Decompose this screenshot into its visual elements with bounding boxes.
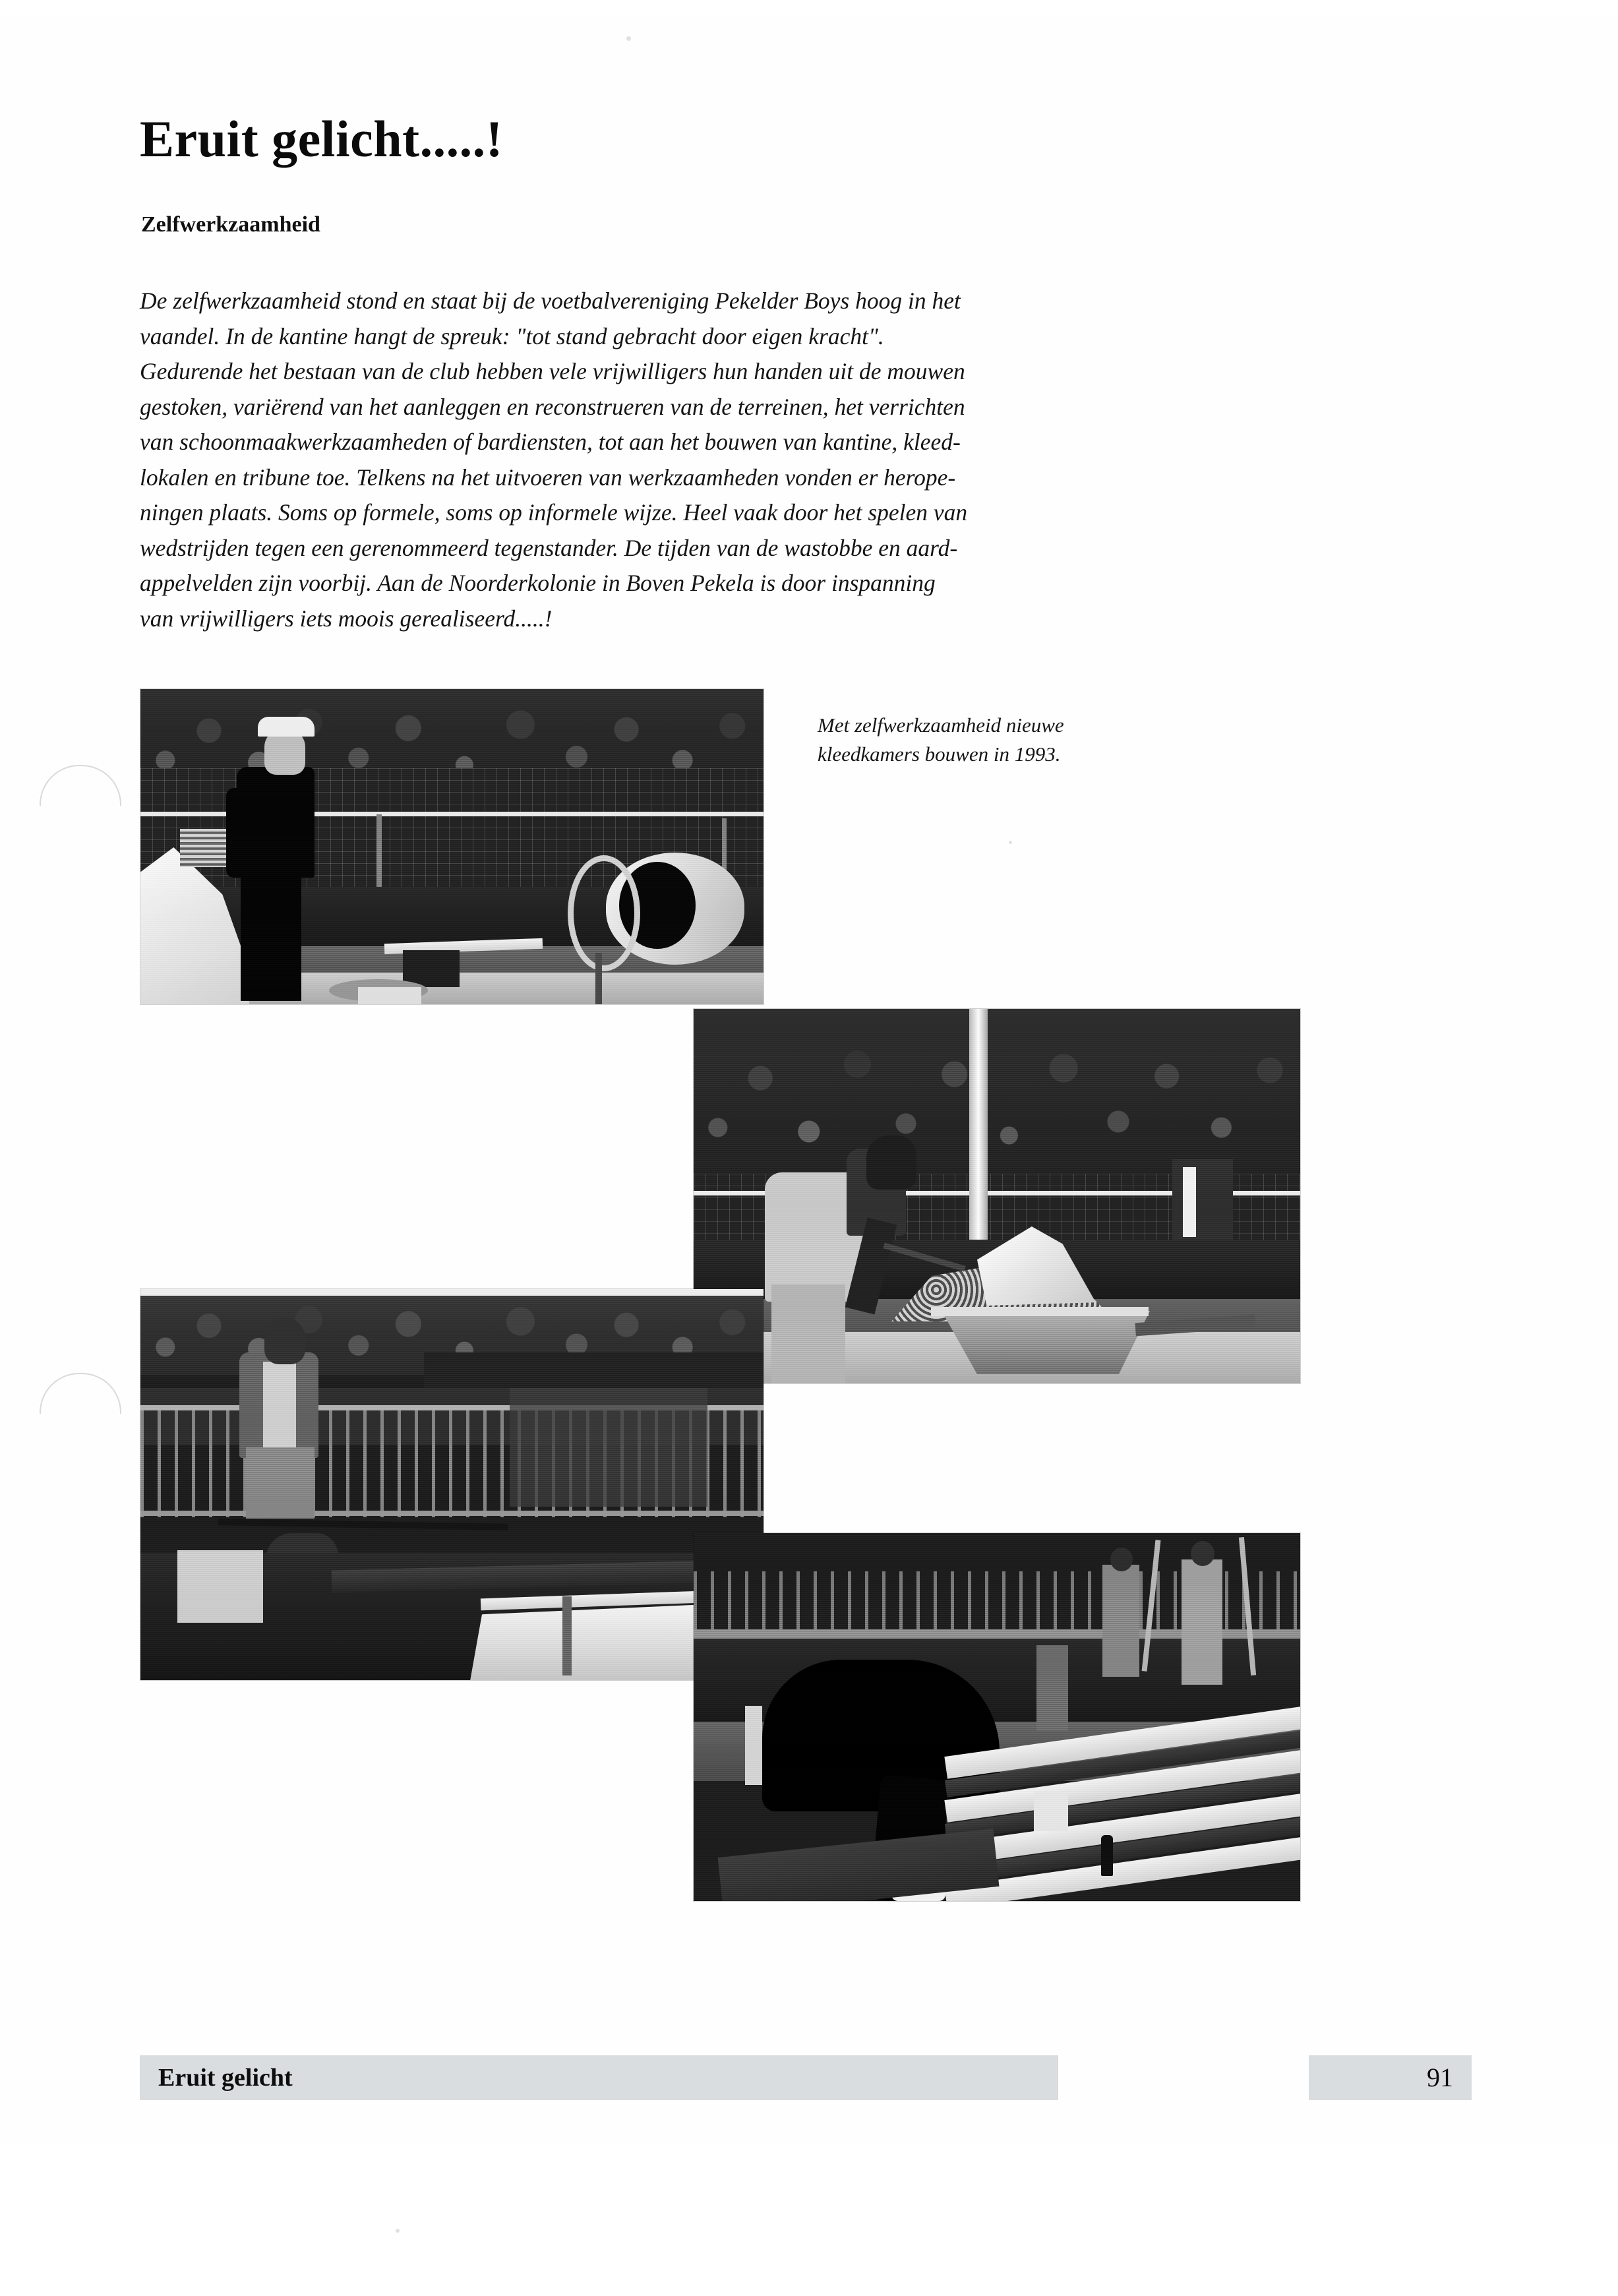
scan-artifact-arc [40, 765, 121, 806]
body-line: van schoonmaakwerkzaamheden of bardiensten, tot aan het bouwen van kantine, kleed- [140, 429, 961, 455]
body-line: De zelfwerkzaamheid stond en staat bij de voetbalvereniging Pekelder Boys hoog in het [140, 287, 961, 314]
caption-line: kleedkamers bouwen in 1993. [818, 742, 1061, 766]
body-paragraph [140, 284, 1327, 636]
photo-man-cement-mixer [140, 689, 764, 1004]
page-number: 91 [1427, 2063, 1453, 2092]
footer-section-label: Eruit gelicht [158, 2064, 293, 2092]
page-number-box [1309, 2055, 1472, 2100]
section-subtitle: Zelfwerkzaamheid [141, 212, 320, 237]
body-line: Gedurende het bestaan van de club hebben vele vrijwilligers hun handen uit de mouwen [140, 358, 965, 384]
photo-man-floor-beams [694, 1533, 1300, 1901]
caption-line: Met zelfwerkzaamheid nieuwe [818, 713, 1064, 737]
scan-speck [626, 36, 631, 41]
photo-caption [818, 711, 1226, 769]
scan-speck [396, 2229, 400, 2233]
footer-bar [140, 2055, 1058, 2100]
body-line: van vrijwilligers iets moois gerealiseerd.....! [140, 605, 553, 632]
body-line: lokalen en tribune toe. Telkens na het uitvoeren van werkzaamheden vonden er herope- [140, 464, 956, 491]
scan-speck [1009, 841, 1012, 844]
body-line: wedstrijden tegen een gerenommeerd tegenstander. De tijden van de wastobbe en aard- [140, 534, 958, 561]
scan-artifact-arc [40, 1373, 121, 1414]
photo-man-wheelbarrow [694, 1009, 1300, 1383]
photo-two-men-foundation [140, 1289, 764, 1680]
body-line: appelvelden zijn voorbij. Aan de Noorderkolonie in Boven Pekela is door inspanning [140, 570, 936, 596]
body-line: vaandel. In de kantine hangt de spreuk: "tot stand gebracht door eigen kracht". [140, 322, 884, 349]
scan-edge-top [0, 0, 1618, 17]
page-title: Eruit gelicht.....! [140, 110, 504, 167]
body-line: gestoken, variërend van het aanleggen en reconstrueren van de terreinen, het verrichten [140, 393, 965, 420]
scan-edge-bottom [0, 2144, 1618, 2296]
body-line: ningen plaats. Soms op formele, soms op informele wijze. Heel vaak door het spelen van [140, 499, 968, 526]
